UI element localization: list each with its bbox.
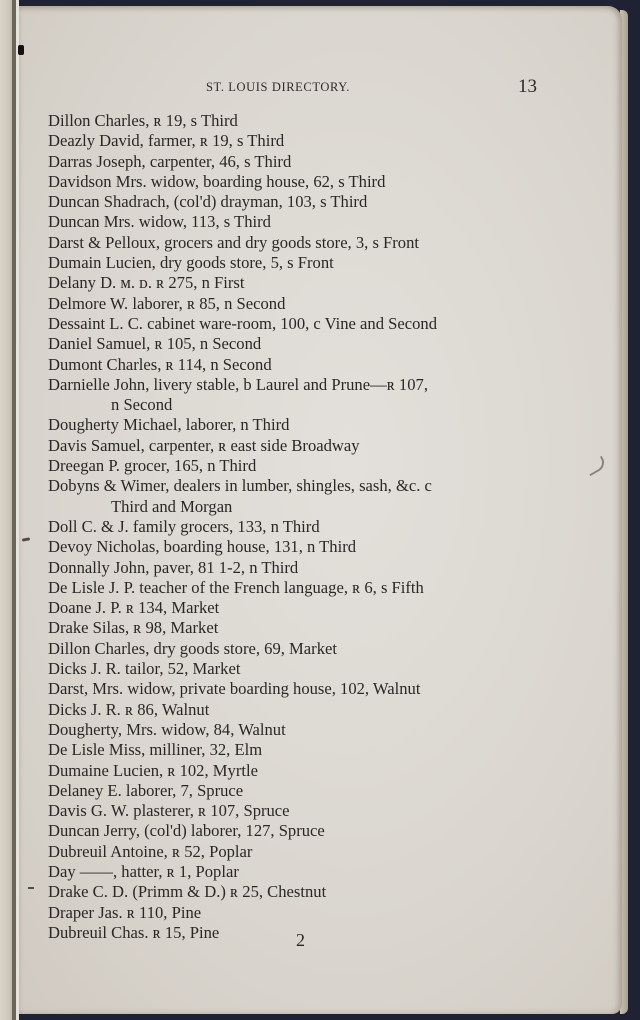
directory-entry: Day ——, hatter, ʀ 1, Poplar: [48, 861, 239, 881]
page-number: 13: [518, 76, 537, 97]
directory-entry: Drake Silas, ʀ 98, Market: [48, 618, 219, 638]
directory-entry: Donnally John, paver, 81 1-2, n Third: [48, 557, 299, 577]
directory-entry: Draper Jas. ʀ 110, Pine: [48, 902, 202, 922]
directory-entry: Darst, Mrs. widow, private boarding house, 102, Walnut: [48, 679, 421, 699]
directory-entry: Doll C. & J. family grocers, 133, n Third: [48, 516, 320, 536]
running-head: ST. LOUIS DIRECTORY.: [206, 80, 350, 94]
directory-entry: Dougherty Michael, laborer, n Third: [48, 415, 290, 435]
directory-entry: Davidson Mrs. widow, boarding house, 62, s Third: [48, 171, 386, 191]
directory-entry: Delany D. ᴍ. ᴅ. ʀ 275, n First: [48, 273, 245, 293]
directory-entry: Deazly David, farmer, ʀ 19, s Third: [48, 131, 285, 151]
directory-entry: Dubreuil Chas. ʀ 15, Pine: [48, 922, 220, 942]
directory-entry: Dobyns & Wimer, dealers in lumber, shingles, sash, &c. c: [48, 476, 432, 496]
directory-entry: Delmore W. laborer, ʀ 85, n Second: [48, 293, 286, 313]
margin-ink-mark: [18, 45, 24, 55]
directory-entry: Duncan Jerry, (col'd) laborer, 127, Spruce: [48, 821, 325, 841]
directory-entry-continuation: Third and Morgan: [111, 496, 233, 516]
directory-entry: Delaney E. laborer, 7, Spruce: [48, 780, 244, 800]
directory-entry: Dumaine Lucien, ʀ 102, Myrtle: [48, 760, 258, 780]
directory-entry: Doane J. P. ʀ 134, Market: [48, 598, 220, 618]
directory-entry: Dougherty, Mrs. widow, 84, Walnut: [48, 719, 286, 739]
directory-entry: Duncan Mrs. widow, 113, s Third: [48, 212, 271, 232]
page-header: [0, 76, 640, 100]
directory-entry: Dreegan P. grocer, 165, n Third: [48, 456, 257, 476]
directory-entry: Davis G. W. plasterer, ʀ 107, Spruce: [48, 801, 290, 821]
directory-entry: Dicks J. R. tailor, 52, Market: [48, 659, 241, 679]
directory-entry: Daniel Samuel, ʀ 105, n Second: [48, 334, 262, 354]
directory-entry: Drake C. D. (Primm & D.) ʀ 25, Chestnut: [48, 882, 327, 902]
directory-entry: Darras Joseph, carpenter, 46, s Third: [48, 151, 292, 171]
directory-entry-continuation: n Second: [111, 395, 173, 415]
directory-entry: Dillon Charles, ʀ 19, s Third: [48, 111, 238, 130]
directory-entry: Dumain Lucien, dry goods store, 5, s Front: [48, 253, 334, 273]
directory-entry: Duncan Shadrach, (col'd) drayman, 103, s Third: [48, 192, 368, 212]
directory-entry: De Lisle Miss, milliner, 32, Elm: [48, 740, 263, 760]
directory-entry: Dubreuil Antoine, ʀ 52, Poplar: [48, 841, 253, 861]
directory-entry: Darnielle John, livery stable, b Laurel and Prune—ʀ 107,: [48, 374, 428, 394]
directory-entry: Dillon Charles, dry goods store, 69, Market: [48, 638, 337, 658]
directory-entry: Devoy Nicholas, boarding house, 131, n Third: [48, 537, 357, 557]
directory-entry: Dicks J. R. ʀ 86, Walnut: [48, 699, 210, 719]
directory-entry: Dumont Charles, ʀ 114, n Second: [48, 354, 272, 374]
margin-ink-mark: [28, 887, 34, 889]
directory-entries: [48, 111, 608, 943]
directory-entry: De Lisle J. P. teacher of the French language, ʀ 6, s Fifth: [48, 577, 424, 597]
signature-mark: 2: [296, 930, 305, 950]
directory-entry: Darst & Pelloux, grocers and dry goods store, 3, s Front: [48, 232, 420, 252]
directory-entry: Dessaint L. C. cabinet ware-room, 100, c Vine and Second: [48, 313, 438, 333]
directory-entry: Davis Samuel, carpenter, ʀ east side Broadway: [48, 435, 360, 455]
